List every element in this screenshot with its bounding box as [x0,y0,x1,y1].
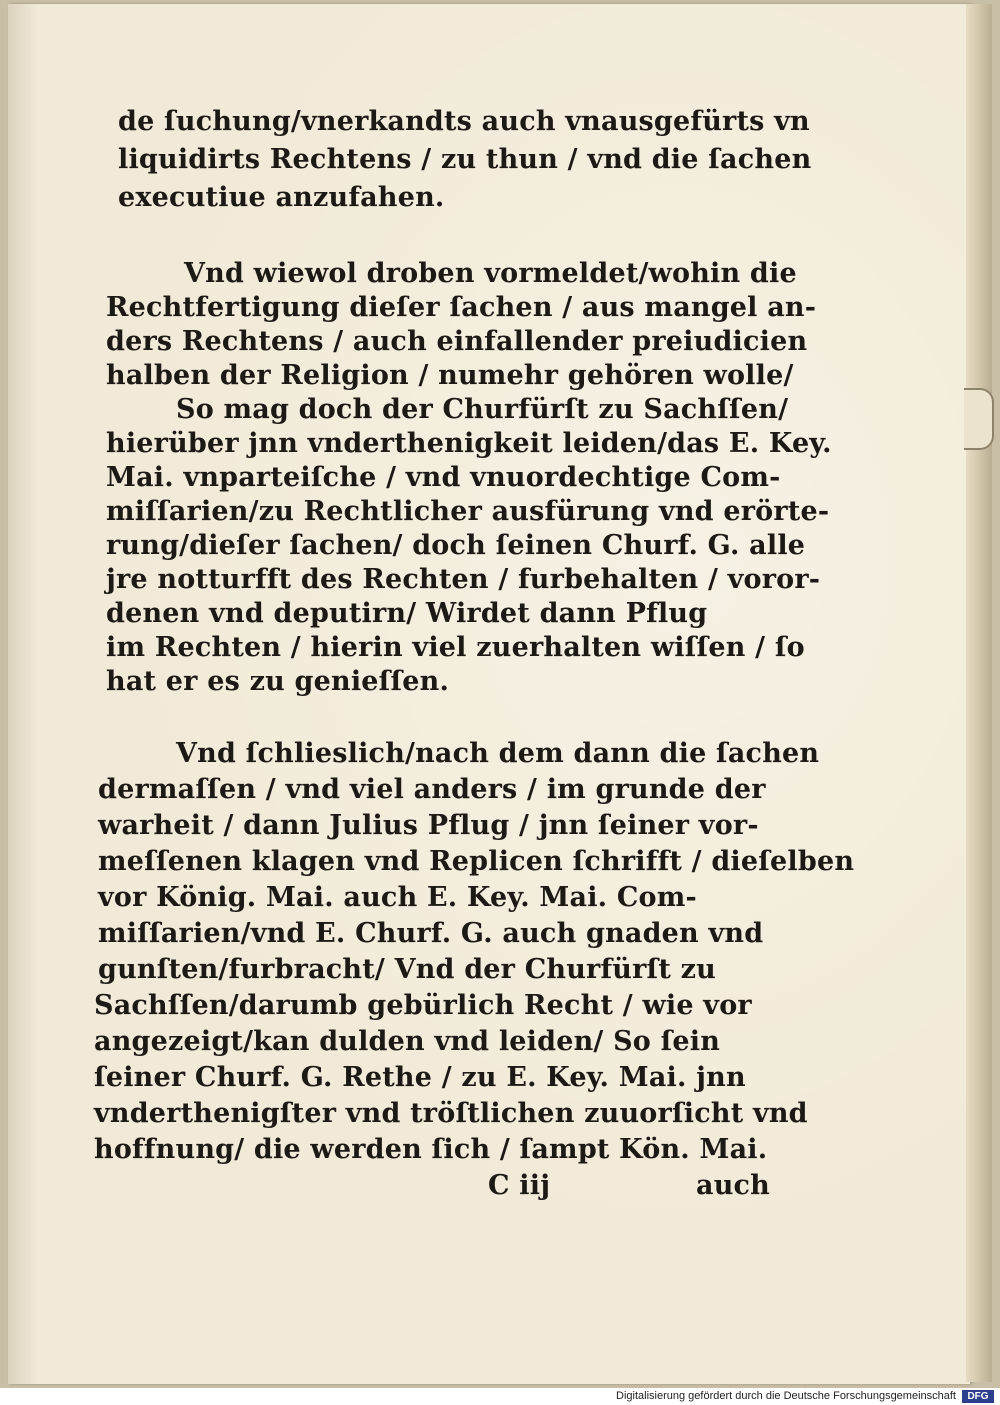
text-line: miſſarien/zu Rechtlicher ausfürung vnd erörte- [106,496,830,527]
text-line: denen vnd deputirn/ Wirdet dann Pflug [106,598,708,629]
text-line: warheit / dann Julius Pflug / jnn ſeiner vor- [98,810,759,841]
text-line: ders Rechtens / auch einfallender preiudicien [106,326,808,357]
text-line: ſeiner Churf. G. Rethe / zu E. Key. Mai. jnn [94,1062,746,1093]
text-line: angezeigt/kan dulden vnd leiden/ So ſein [94,1026,721,1057]
text-block [92,104,855,1204]
text-line: hierüber jnn vnderthenigkeit leiden/das E. Key. [106,428,832,459]
signature-mark: C iij [488,1170,551,1201]
page-tab [964,388,994,450]
text-line: meſſenen klagen vnd Replicen ſchrifft / dieſelben [98,846,855,877]
text-line: gunſten/furbracht/ Vnd der Churfürſt zu [98,954,717,985]
book-page [8,4,970,1384]
text-line: vor König. Mai. auch E. Key. Mai. Com- [98,882,697,913]
dfg-logo: DFG [962,1390,994,1403]
text-line: miſſarien/vnd E. Churf. G. auch gnaden vnd [98,918,764,949]
catchword: auch [696,1170,770,1201]
text-line: Vnd ſchlieslich/nach dem dann die ſachen [176,738,820,769]
text-line: Mai. vnparteiſche / vnd vnuordechtige Com- [106,462,781,493]
text-line: im Rechten / hierin viel zuerhalten wiſſen / ſo [106,632,805,663]
text-line: Rechtfertigung dieſer ſachen / aus mangel an- [106,292,817,323]
text-line: vnderthenigſter vnd tröſtlichen zuuorſicht vnd [94,1098,808,1129]
text-line: liquidirts Rechtens / zu thun / vnd die ſachen [118,144,812,175]
page-edge [966,4,992,1382]
text-line: executiue anzufahen. [118,182,445,213]
text-line: Sachſſen/darumb gebürlich Recht / wie vor [94,990,752,1021]
text-line: de ſuchung/vnerkandts auch vnausgefürts vn [118,106,810,137]
text-line: Vnd wiewol droben vormeldet/wohin die [184,258,797,289]
text-line: jre notturfft des Rechten / furbehalten / voror- [106,564,821,595]
text-line: hoffnung/ die werden ſich / ſampt Kön. Mai. [94,1134,768,1165]
text-line: dermaſſen / vnd viel anders / im grunde der [98,774,766,805]
footer-credit: Digitalisierung gefördert durch die Deutsche Forschungsgemeinschaft [616,1390,956,1402]
text-line: halben der Religion / numehr gehören wolle/ [106,360,794,391]
text-line: rung/dieſer ſachen/ doch ſeinen Churf. G. alle [106,530,806,561]
text-line: hat er es zu genieſſen. [106,666,450,697]
text-line: So mag doch der Churfürſt zu Sachſſen/ [176,394,789,425]
